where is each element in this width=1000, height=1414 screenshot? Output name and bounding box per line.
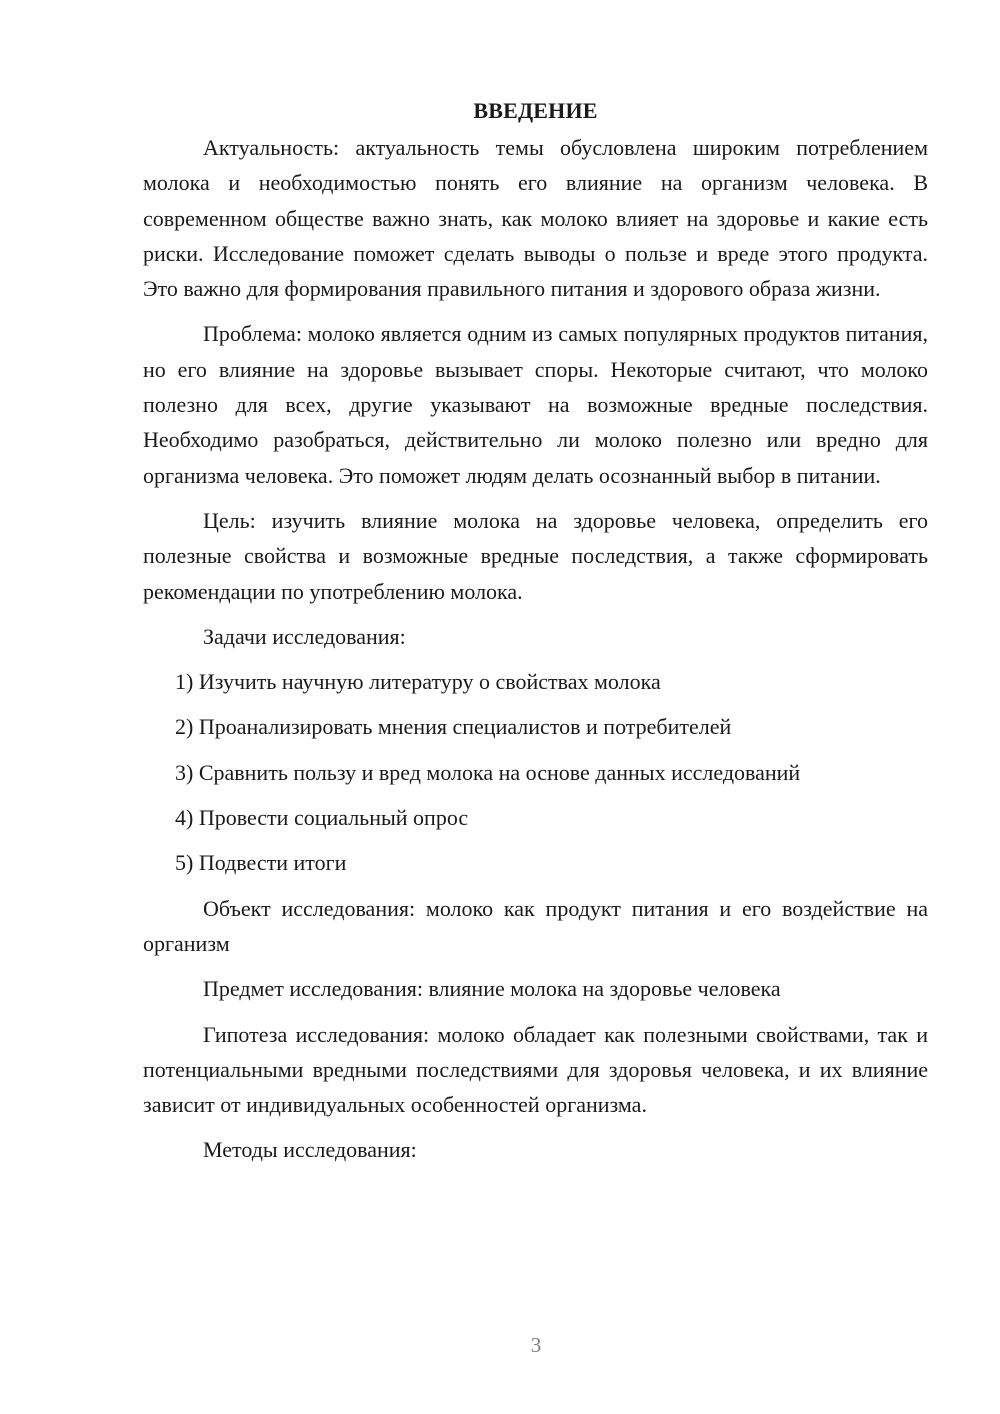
page-content xyxy=(143,92,928,1178)
goal-paragraph: Цель: изучить влияние молока на здоровье человека, определить его полезные свойства и возможные вредные последствия, а также сформировать рекомендации по употреблению молока. xyxy=(143,507,928,604)
hypothesis-paragraph: Гипотеза исследования: молоко обладает как полезными свойствами, так и потенциальными вредными последствиями для здоровья человека, и их влияние зависит от индивидуальных особенностей организма. xyxy=(143,1021,928,1118)
task-item-3: 3) Сравнить пользу и вред молока на основе данных исследований xyxy=(175,759,801,785)
page-title: ВВЕДЕНИЕ xyxy=(473,98,598,123)
methods-heading: Методы исследования: xyxy=(203,1137,417,1163)
tasks-heading: Задачи исследования: xyxy=(203,623,406,649)
task-item-4: 4) Провести социальный опрос xyxy=(175,805,469,831)
page-number: 3 xyxy=(530,1333,542,1357)
task-item-5: 5) Подвести итоги xyxy=(175,850,347,876)
relevance-paragraph: Актуальность: актуальность темы обусловлена широким потреблением молока и необходимостью понять его влияние на организм человека. В современном обществе важно знать, как молоко влияет на здоровье и какие есть риски. Исследование поможет сделать выводы о пользе и вреде этого продукта. Это важно для формирования правильного питания и здорового образа жизни. xyxy=(143,135,928,302)
object-paragraph: Объект исследования: молоко как продукт питания и его воздействие на организм xyxy=(143,895,928,956)
problem-paragraph: Проблема: молоко является одним из самых популярных продуктов питания, но его влияние на здоровье вызывает споры. Некоторые считают, что молоко полезно для всех, другие указывают на возможные вредные последствия. Необходимо разобраться, действительно ли молоко полезно или вредно для организма человека. Это поможет людям делать осознанный выбор в питании. xyxy=(143,321,928,488)
task-item-2: 2) Проанализировать мнения специалистов и потребителей xyxy=(175,714,732,740)
task-item-1: 1) Изучить научную литературу о свойствах молока xyxy=(175,669,661,695)
subject-paragraph: Предмет исследования: влияние молока на здоровье человека xyxy=(203,976,781,1002)
